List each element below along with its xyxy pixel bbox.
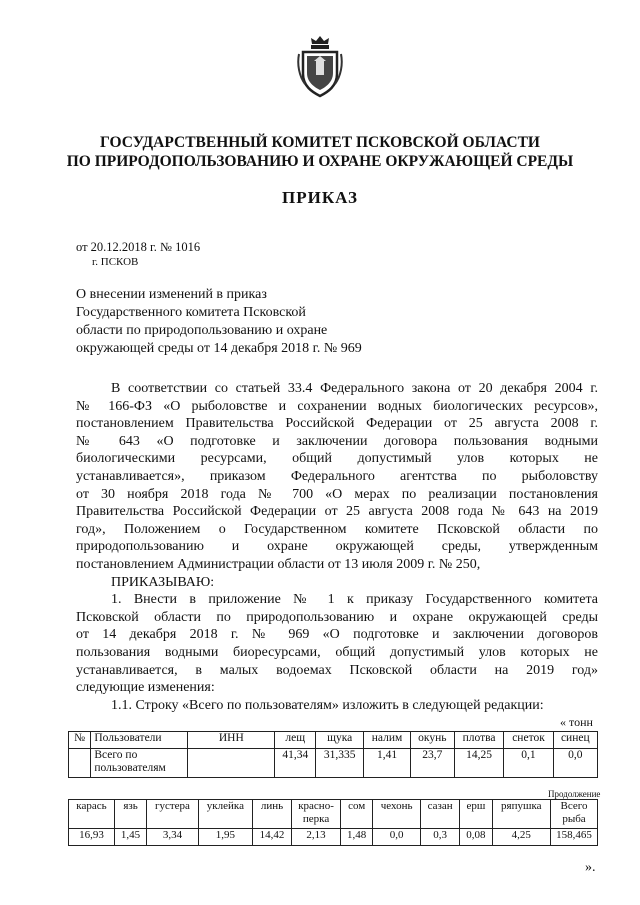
- text-line: В соответствии со статьей 33.4 Федерального закона от 20 декабря 2004 г.: [111, 381, 598, 396]
- subject-line: О внесении изменений в приказ: [76, 287, 267, 302]
- table-header: синец: [553, 732, 597, 749]
- table-cell: 0,1: [504, 749, 553, 778]
- table-cell: 158,465: [551, 829, 598, 846]
- subject-line: области по природопользованию и охране: [76, 323, 328, 338]
- subject-line: Государственного комитета Псковской: [76, 305, 306, 320]
- table-header: сазан: [420, 800, 459, 829]
- item-1-1: 1.1. Строку «Всего по пользователям» изложить в следующей редакции:: [111, 697, 544, 713]
- table-header: снеток: [504, 732, 553, 749]
- table-cell: 16,93: [69, 829, 115, 846]
- table-cell: 0,0: [373, 829, 421, 846]
- text-line: год», Положением о Государственном комитете Псковской области по: [76, 521, 598, 537]
- closing-quote: ».: [585, 860, 596, 875]
- catch-table-2: [68, 799, 598, 846]
- text-line: от 30 ноября 2018 года № 700 «О мерах по реализации постановления: [76, 486, 598, 502]
- table-row: [69, 829, 598, 846]
- table-header: налим: [364, 732, 411, 749]
- table-header: ряпушка: [492, 800, 550, 829]
- table-cell: 14,42: [253, 829, 292, 846]
- text-line: Правительства Российской Федерации от 25 августа 2008 года № 643 на 2019: [76, 504, 598, 520]
- table-cell: 0,0: [553, 749, 597, 778]
- org-name-line1: ГОСУДАРСТВЕННЫЙ КОМИТЕТ ПСКОВСКОЙ ОБЛАСТИ: [99, 134, 540, 151]
- text-line: природопользованию и охране окружающей среды, утвержденным: [76, 539, 598, 555]
- table-header: густера: [147, 800, 199, 829]
- text-line: биологическими ресурсами, общий допустимый улов которых не: [76, 451, 598, 467]
- table-cell: 3,34: [147, 829, 199, 846]
- table-cell: 23,7: [410, 749, 454, 778]
- table-header-row: [69, 800, 598, 829]
- table-cell: 0,3: [420, 829, 459, 846]
- table-header: Всего рыба: [551, 800, 598, 829]
- order-word: ПРИКАЗЫВАЮ:: [111, 574, 215, 590]
- table-cell: 1,41: [364, 749, 411, 778]
- table-cell: 1,48: [341, 829, 373, 846]
- table-header: окунь: [410, 732, 454, 749]
- table-header-row: [69, 732, 598, 749]
- preamble: [76, 380, 598, 714]
- table-header: щука: [316, 732, 364, 749]
- document-subject: [76, 286, 362, 358]
- document-title: ПРИКАЗ: [282, 188, 358, 207]
- subject-line: окружающей среды от 14 декабря 2018 г. № 969: [76, 341, 362, 356]
- table-header: Пользователи: [91, 732, 188, 749]
- table-cell: Всего по пользователям: [91, 749, 188, 778]
- text-line: № 643 «О подготовке и заключении договора пользования водными: [76, 433, 598, 449]
- table-cell: [188, 749, 275, 778]
- table-header: плотва: [454, 732, 504, 749]
- table-header: язь: [114, 800, 146, 829]
- table-cell: [69, 749, 91, 778]
- coat-of-arms-icon: [297, 34, 343, 98]
- city: г. ПСКОВ: [92, 256, 139, 268]
- table-cell: 1,95: [198, 829, 252, 846]
- text-line: следующие изменения:: [76, 680, 215, 696]
- text-line: пользования водными биоресурсами, общий допустимый улов которых не: [76, 644, 598, 660]
- table-cell: 0,08: [460, 829, 492, 846]
- table-header: №: [69, 732, 91, 749]
- table-cell: 31,335: [316, 749, 364, 778]
- table-header: линь: [253, 800, 292, 829]
- date-number: от 20.12.2018 г. № 1016: [76, 240, 201, 254]
- table-header: уклейка: [198, 800, 252, 829]
- table-cell: 2,13: [292, 829, 341, 846]
- unit-label: « тонн: [560, 715, 593, 729]
- table-row: [69, 749, 598, 778]
- text-line: устанавливается», приказом Федерального агентства по рыболовству: [76, 468, 598, 484]
- text-line: постановлением Администрации области от 13 июля 2009 г. № 250,: [76, 556, 481, 572]
- table-cell: 41,34: [275, 749, 316, 778]
- table-cell: 1,45: [114, 829, 146, 846]
- table-header: чехонь: [373, 800, 421, 829]
- text-line: № 166-ФЗ «О рыболовстве и сохранении водных биологических ресурсов»,: [76, 398, 598, 414]
- table-cell: 14,25: [454, 749, 504, 778]
- table-header: лещ: [275, 732, 316, 749]
- table-header: карась: [69, 800, 115, 829]
- continuation-label: Продолжение: [548, 789, 601, 799]
- text-line: 1. Внести в приложение № 1 к приказу Государственного комитета: [111, 592, 598, 608]
- text-line: Псковской области по природопользованию и охране окружающей среды: [76, 609, 598, 625]
- catch-table-1: [68, 731, 598, 778]
- text-line: устанавливается, в малых водоемах Псковской области на 2019 год»: [76, 662, 598, 678]
- org-name-line2: ПО ПРИРОДОПОЛЬЗОВАНИЮ И ОХРАНЕ ОКРУЖАЮЩЕЙ СРЕДЫ: [66, 153, 574, 170]
- text-line: от 14 декабря 2018 г. № 969 «О подготовке и заключении договоров: [76, 627, 598, 643]
- table-header: красно-перка: [292, 800, 341, 829]
- table-header: сом: [341, 800, 373, 829]
- text-line: постановлением Правительства Российской Федерации от 25 августа 2008 г.: [76, 416, 598, 432]
- table-cell: 4,25: [492, 829, 550, 846]
- table-header: ИНН: [188, 732, 275, 749]
- table-header: ерш: [460, 800, 492, 829]
